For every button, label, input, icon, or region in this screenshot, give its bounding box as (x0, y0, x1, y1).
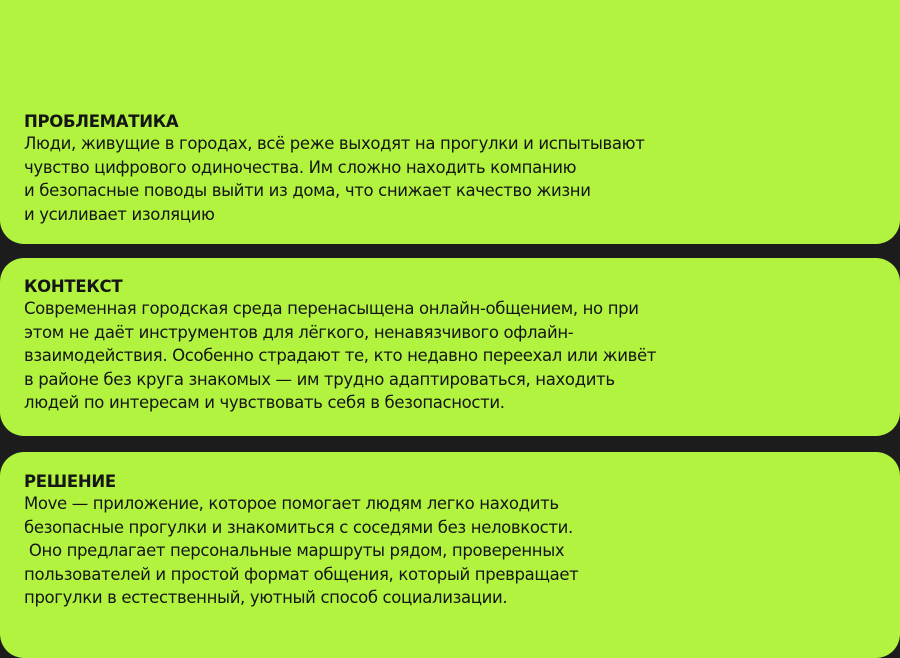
context-card (0, 258, 900, 436)
solution-text (24, 492, 900, 610)
problem-title: ПРОБЛЕМАТИКА (24, 112, 179, 131)
solution-title: РЕШЕНИЕ (24, 472, 116, 491)
solution-text-line: Move — приложение, которое помогает людям легко находить (24, 494, 559, 513)
context-text (24, 297, 900, 415)
context-text-line: людей по интересам и чувствовать себя в безопасности. (24, 393, 505, 412)
solution-text-line: прогулки в естественный, уютный способ социализации. (24, 588, 508, 607)
solution-text-line: безопасные прогулки и знакомиться с соседями без неловкости. (24, 517, 573, 537)
context-text-line: в районе без круга знакомых — им трудно адаптироваться, находить (24, 369, 615, 389)
problem-text-line: и безопасные поводы выйти из дома, что снижает качество жизни (24, 181, 591, 200)
context-text-line: этом не даёт инструментов для лёгкого, ненавязчивого офлайн- (24, 322, 574, 342)
solution-text-line: Оно предлагает персональные маршруты рядом, проверенных (24, 541, 565, 560)
problem-card (0, 0, 900, 244)
problem-text-line: Люди, живущие в городах, всё реже выходят на прогулки и испытывают (24, 134, 645, 153)
problem-text-line: чувство цифрового одиночества. Им сложно находить компанию (24, 157, 577, 177)
problem-text (24, 132, 900, 226)
context-title: КОНТЕКСТ (24, 277, 123, 296)
context-text-line: взаимодействия. Особенно страдают те, кто недавно переехал или живёт (24, 346, 657, 365)
context-text-line: Современная городская среда перенасыщена онлайн-общением, но при (24, 299, 639, 318)
solution-text-line: пользователей и простой формат общения, который превращает (24, 564, 579, 584)
solution-card (0, 452, 900, 658)
problem-text-line: и усиливает изоляцию (24, 204, 215, 224)
